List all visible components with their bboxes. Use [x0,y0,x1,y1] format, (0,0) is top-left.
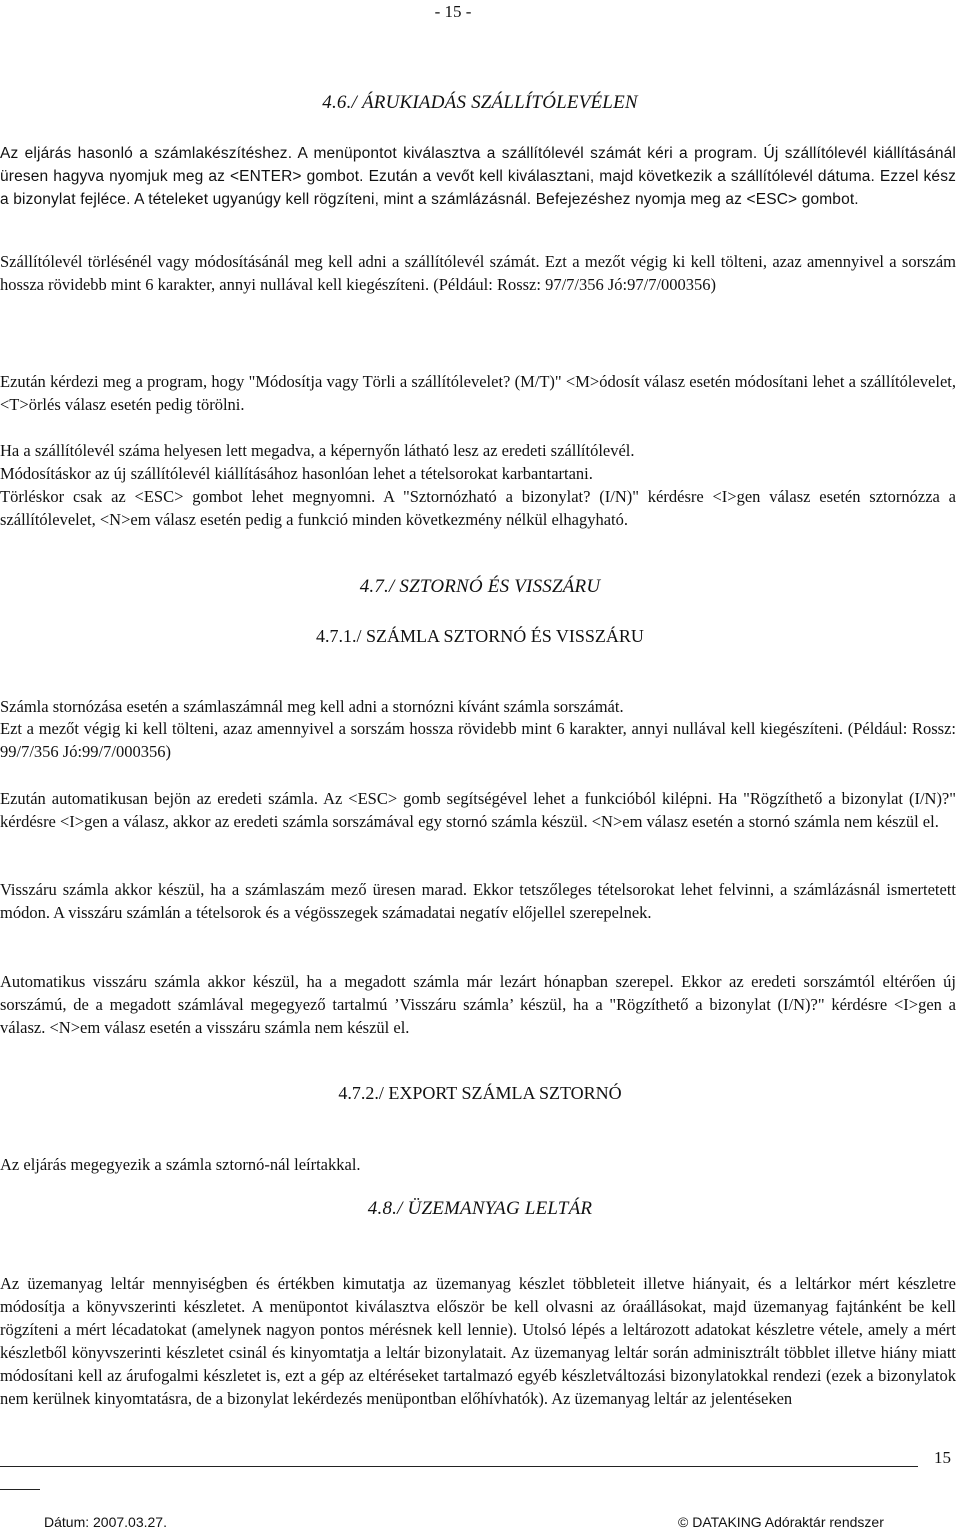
footer-rule [0,1466,918,1467]
paragraph: Módosításkor az új szállítólevél kiállításához hasonlóan lehet a tételsorokat karbantartani. [0,464,593,483]
footer-date: Dátum: 2007.03.27. [44,1514,167,1530]
paragraph: Ezután automatikusan bejön az eredeti számla. Az <ESC> gomb segítségével lehet a funkcióból kilépni. Ha "Rögzíthető a bizonylat (I/N)?" kérdésre <I>gen a válasz, akkor az eredeti számla sorszámával egy stornó számla készül. <N>em válasz esetén a stornó számla nem készül el. [0,789,956,831]
paragraph: Visszáru számla akkor készül, ha a számlaszám mező üresen marad. Ekkor tetszőleges tételsorokat lehet felvinni, a számlázásnál ismertetett módon. A visszáru számlán a tételsorok és a végösszegek számadatai negatív előjellel szerepelnek. [0,880,956,922]
paragraph: Számla stornózása esetén a számlaszámnál meg kell adni a stornózni kívánt számla sorszámát. [0,697,624,716]
subsection-heading-4-7-1: 4.7.1./ SZÁMLA SZTORNÓ ÉS VISSZÁRU [316,626,644,646]
footer-copyright: © DATAKING Adóraktár rendszer [678,1514,884,1530]
section-heading-4-6: 4.6./ ÁRUKIADÁS SZÁLLÍTÓLEVÉLEN [322,92,638,113]
subsection-heading-4-7-2: 4.7.2./ EXPORT SZÁMLA SZTORNÓ [338,1083,622,1103]
page-number-footer: 15 [934,1448,951,1467]
paragraph: Ha a szállítólevél száma helyesen lett megadva, a képernyőn látható lesz az eredeti szállítólevél. [0,441,635,460]
page-number-header: - 15 - [434,2,472,21]
paragraph: Ezután kérdezi meg a program, hogy "Módosítja vagy Törli a szállítólevelet? (M/T)" <M>ódosít válasz esetén módosítani lehet a szállítólevelet, <T>örlés válasz esetén pedig törölni. [0,372,956,414]
paragraph: Ezt a mezőt végig ki kell tölteni, azaz amennyivel a sorszám hossza rövidebb mint 6 karakter, annyi nullával kell kiegészíteni. (Például: Rossz: 99/7/356 Jó:99/7/000356) [0,719,956,761]
paragraph: Automatikus visszáru számla akkor készül, ha a megadott számla már lezárt hónapban szerepel. Ekkor az eredeti sorszámtól eltérően új sorszámú, de a megadott számlával megegyező tartalmú ’Visszáru számla’ készül, ha a "Rögzíthető a bizonylat (I/N)?" kérdésre <I>gen a válasz. <N>em válasz esetén a visszáru számla nem készül el. [0,972,956,1037]
paragraph: Az eljárás hasonló a számlakészítéshez. A menüpontot kiválasztva a szállítólevél számát kéri a program. Új szállítólevél kiállításánál üresen hagyva nyomjuk meg az <ENTER> gombot. Ezután a vevőt kell kiválasztani, majd következik a szállítólevél dátuma. Ezzel kész a bizonylat fejléce. A tételeket ugyanúgy kell rögzíteni, mint a számlázásnál. Befejezéshez nyomja meg az <ESC> gombot. [0,145,956,208]
section-heading-4-7: 4.7./ SZTORNÓ ÉS VISSZÁRU [359,576,601,597]
section-heading-4-8: 4.8./ ÜZEMANYAG LELTÁR [367,1198,593,1219]
footer-short-rule [0,1489,40,1490]
paragraph: Törléskor csak az <ESC> gombot lehet megnyomni. A "Sztornózható a bizonylat? (I/N)" kérdésre <I>gen válasz esetén sztornózza a szállítólevelet, <N>em válasz esetén pedig a funkció minden következmény nélkül elhagyható. [0,487,956,529]
paragraph: Az eljárás megegyezik a számla sztornó-nál leírtakkal. [0,1155,361,1174]
paragraph: Az üzemanyag leltár mennyiségben és értékben kimutatja az üzemanyag készlet többleteit illetve hiányait, és a leltárkor mért készletre módosítja a könyvszerinti készletet. A menüpontot kiválasztva először be kell olvasni az óraállásokat, majd üzemanyag fajtánként be kell rögzíteni a mért lécadatokat (amelynek nagyon pontos mérésnek kell lennie). Utolsó lépés a leltározott adatokat készletre vétele, amely a mért készletből könyvszerinti készletet csinál és kinyomtatja a leltár bizonylatait. Az üzemanyag leltár során adminisztrált többlet illetve hiány miatt módosítani kell az árufogalmi készletet is, ezt a gép az eltéréseket tartalmazó egyéb készletváltozási bizonylatokkal rendezi (ezek a bizonylatok nem kerülnek kinyomtatásra, de a bizonylat lekérdezés menüpontban előhívhatók). Az üzemanyag leltár az jelentéseken [0,1274,956,1408]
paragraph: Szállítólevél törlésénél vagy módosításánál meg kell adni a szállítólevél számát. Ezt a mezőt végig ki kell tölteni, azaz amennyivel a sorszám hossza rövidebb mint 6 karakter, annyi nullával kell kiegészíteni. (Például: Rossz: 97/7/356 Jó:97/7/000356) [0,252,956,294]
